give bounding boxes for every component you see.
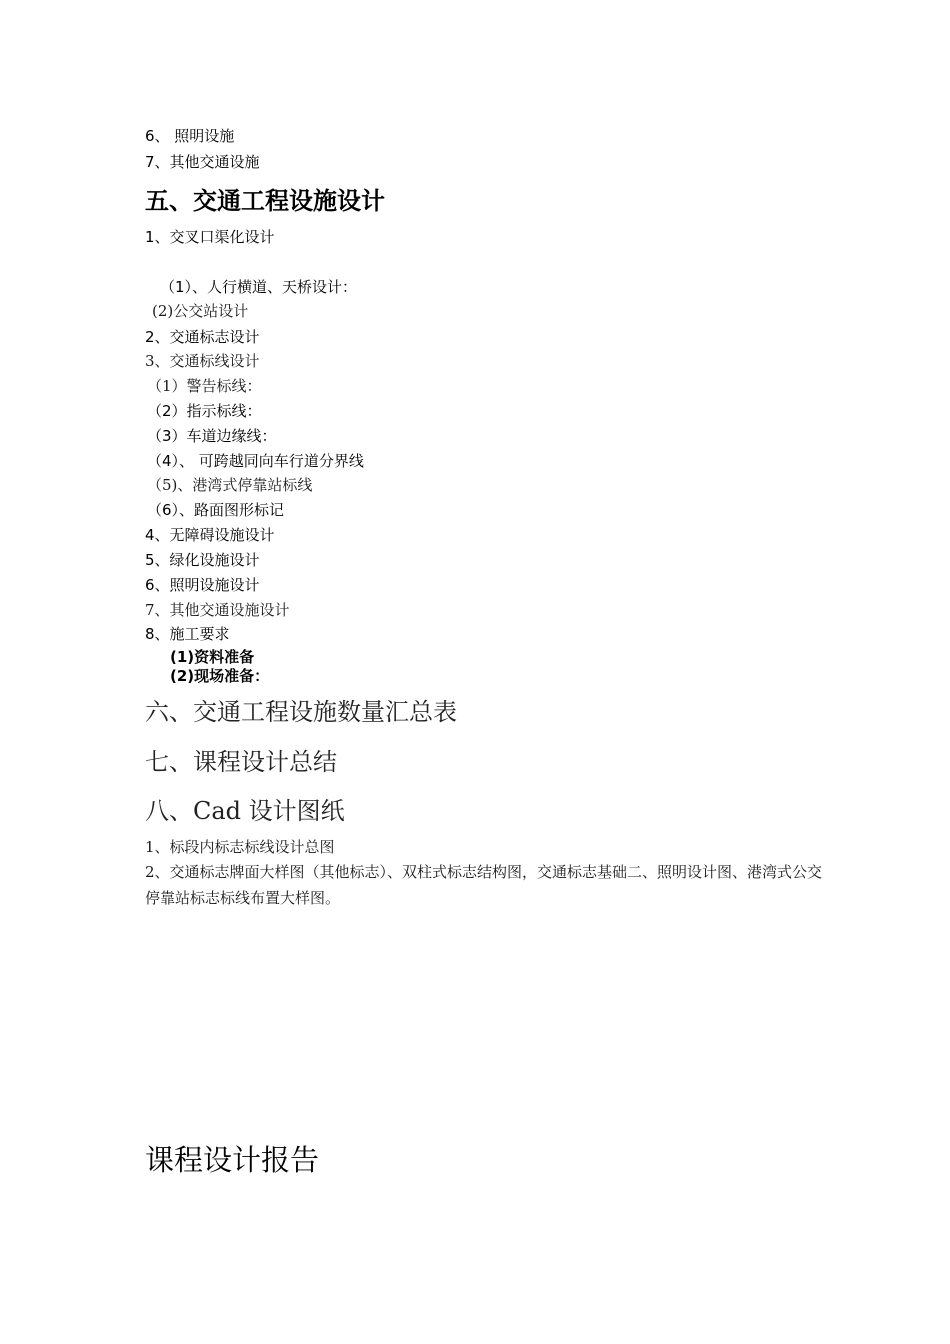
sub-item-bay-stop-markings: （5)、港湾式停靠站标线: [147, 476, 313, 494]
sub-item-bus-stop: (2)公交站设计: [152, 302, 249, 320]
sub-item-lane-divider: （4）、 可跨越同向车行道分界线: [147, 452, 364, 470]
list-item-overall-drawing: 1、标段内标志标线设计总图: [145, 838, 335, 856]
sub-item-data-prep: (1)资料准备: [170, 648, 255, 666]
section-heading-8: 八、Cad 设计图纸: [145, 797, 345, 825]
sub-item-warning-markings: （1）警告标线：: [147, 377, 262, 395]
list-item-other-facilities: 7、其他交通设施: [145, 153, 260, 171]
list-item-accessibility: 4、无障碍设施设计: [145, 526, 275, 544]
list-item-traffic-markings: 3、交通标线设计: [145, 352, 260, 370]
sub-item-edge-lines: （3）车道边缘线：: [147, 427, 277, 445]
list-item-lighting-design: 6、照明设施设计: [145, 576, 260, 594]
list-item-intersection-channelization: 1、交叉口渠化设计: [145, 228, 275, 246]
list-item-construction: 8、施工要求: [145, 625, 230, 643]
sub-item-crosswalk-overpass: （1）、人行横道、天桥设计：: [160, 278, 358, 296]
list-item-traffic-signs: 2、交通标志设计: [145, 328, 260, 346]
list-item-detail-drawings: 2、交通标志牌面大样图（其他标志）、双柱式标志结构图，交通标志基础二、照明设计图、港湾式公交停靠站标志标线布置大样图。: [145, 863, 823, 907]
section-heading-7: 七、课程设计总结: [145, 748, 337, 776]
list-item-other-design: 7、其他交通设施设计: [145, 601, 290, 619]
sub-item-site-prep: (2)现场准备：: [170, 667, 270, 685]
section-heading-5: 五、交通工程设施设计: [145, 187, 385, 215]
sub-item-indication-markings: （2）指示标线：: [147, 402, 262, 420]
list-item-lighting: 6、 照明设施: [145, 127, 235, 145]
report-title: 课程设计报告: [145, 1143, 320, 1177]
section-heading-6: 六、交通工程设施数量汇总表: [145, 698, 457, 726]
sub-item-pavement-graphics: （6）、路面图形标记: [147, 501, 285, 519]
list-item-greening: 5、绿化设施设计: [145, 551, 260, 569]
